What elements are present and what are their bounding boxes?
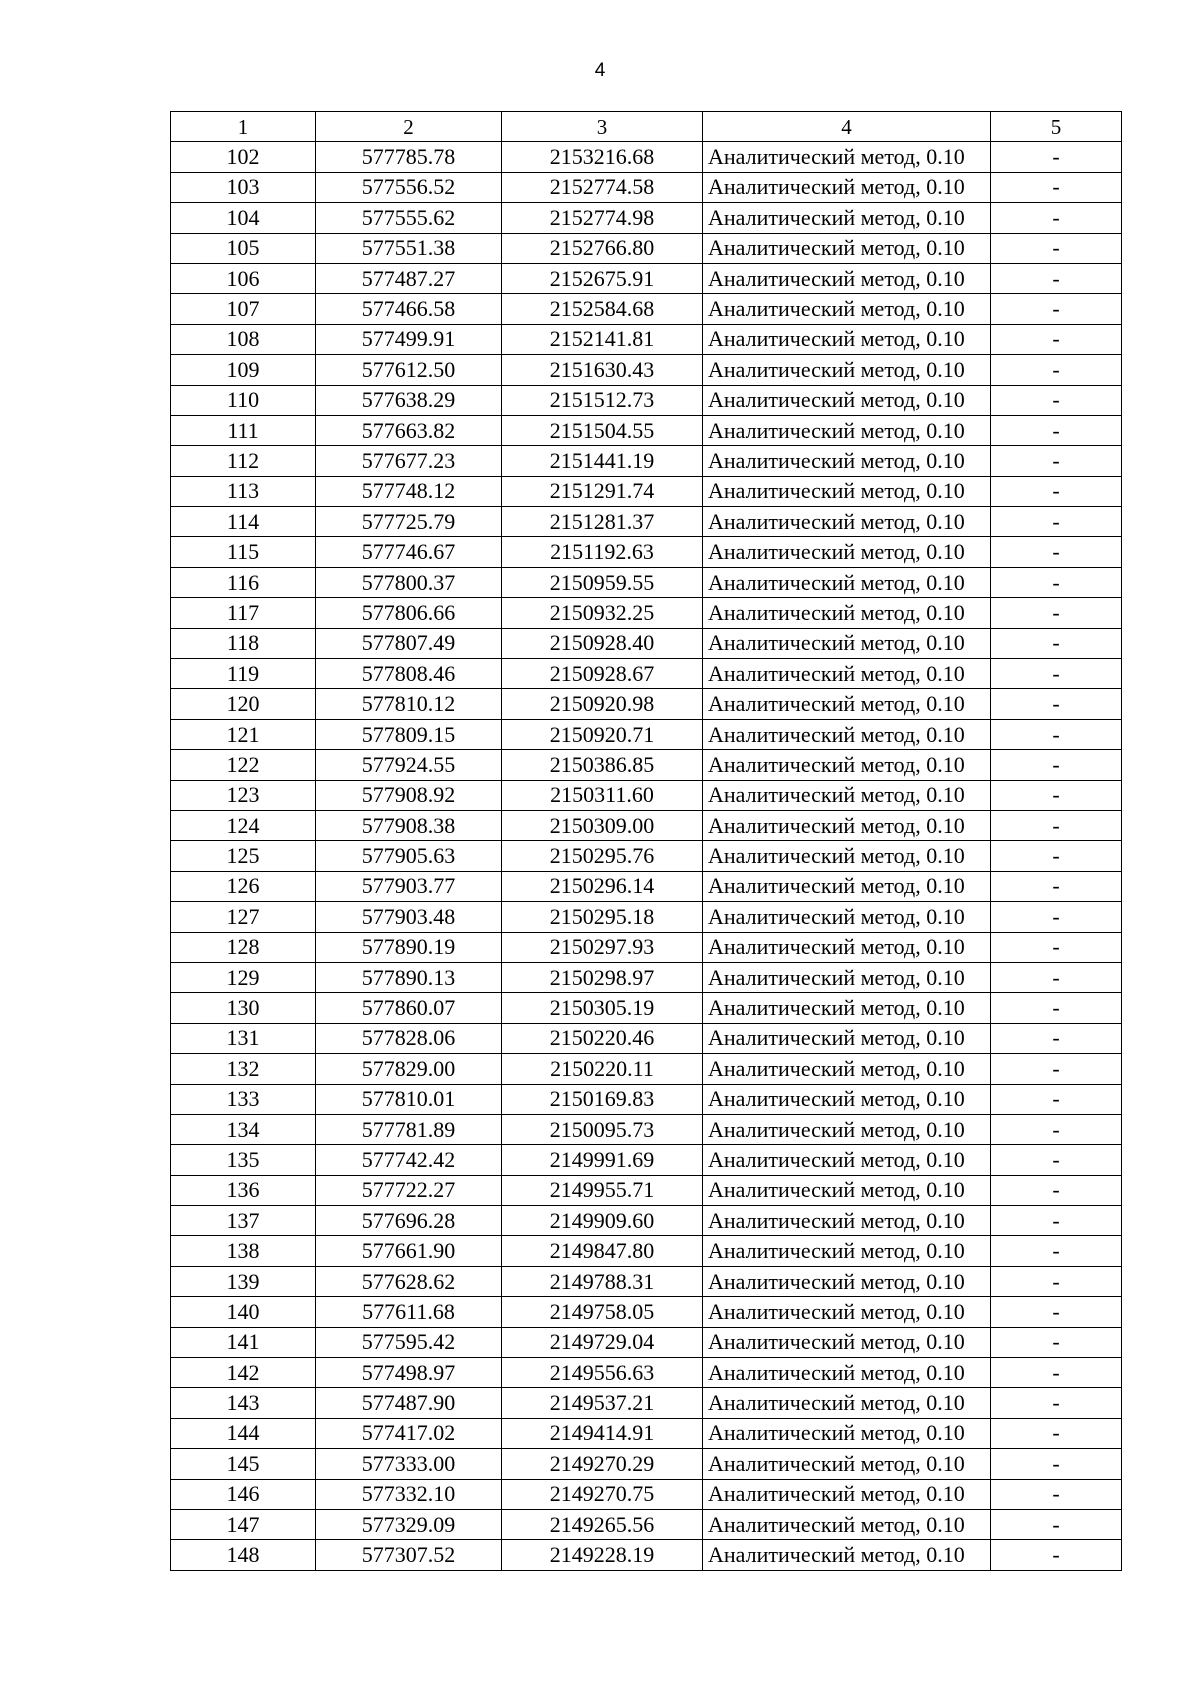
remark-cell: - — [991, 993, 1122, 1023]
point-number-cell: 140 — [171, 1297, 316, 1327]
y-coordinate-cell: 2149729.04 — [502, 1327, 703, 1357]
remark-cell: - — [991, 871, 1122, 901]
x-coordinate-cell: 577696.28 — [316, 1206, 502, 1236]
point-number-cell: 137 — [171, 1206, 316, 1236]
table-row — [171, 1023, 1122, 1053]
x-coordinate-cell: 577860.07 — [316, 993, 502, 1023]
table-row — [171, 628, 1122, 658]
x-coordinate-cell: 577808.46 — [316, 659, 502, 689]
y-coordinate-cell: 2151281.37 — [502, 507, 703, 537]
method-cell: Аналитический метод, 0.10 — [703, 324, 991, 354]
x-coordinate-cell: 577903.48 — [316, 902, 502, 932]
y-coordinate-cell: 2151291.74 — [502, 476, 703, 506]
method-cell: Аналитический метод, 0.10 — [703, 659, 991, 689]
method-cell: Аналитический метод, 0.10 — [703, 142, 991, 172]
table-row — [171, 1327, 1122, 1357]
x-coordinate-cell: 577810.01 — [316, 1084, 502, 1114]
x-coordinate-cell: 577725.79 — [316, 507, 502, 537]
x-coordinate-cell: 577800.37 — [316, 567, 502, 597]
method-cell: Аналитический метод, 0.10 — [703, 1236, 991, 1266]
y-coordinate-cell: 2150298.97 — [502, 962, 703, 992]
y-coordinate-cell: 2153216.68 — [502, 142, 703, 172]
x-coordinate-cell: 577661.90 — [316, 1236, 502, 1266]
method-cell: Аналитический метод, 0.10 — [703, 1388, 991, 1418]
remark-cell: - — [991, 750, 1122, 780]
method-cell: Аналитический метод, 0.10 — [703, 294, 991, 324]
x-coordinate-cell: 577499.91 — [316, 324, 502, 354]
point-number-cell: 145 — [171, 1449, 316, 1479]
x-coordinate-cell: 577908.92 — [316, 780, 502, 810]
method-cell: Аналитический метод, 0.10 — [703, 537, 991, 567]
point-number-cell: 111 — [171, 415, 316, 445]
x-coordinate-cell: 577663.82 — [316, 415, 502, 445]
table-row — [171, 507, 1122, 537]
y-coordinate-cell: 2150311.60 — [502, 780, 703, 810]
column-header-2: 2 — [316, 112, 502, 142]
method-cell: Аналитический метод, 0.10 — [703, 476, 991, 506]
page-number: 4 — [594, 60, 606, 81]
x-coordinate-cell: 577498.97 — [316, 1358, 502, 1388]
table-row — [171, 1084, 1122, 1114]
y-coordinate-cell: 2150295.18 — [502, 902, 703, 932]
x-coordinate-cell: 577890.13 — [316, 962, 502, 992]
point-number-cell: 108 — [171, 324, 316, 354]
table-row — [171, 810, 1122, 840]
remark-cell: - — [991, 1023, 1122, 1053]
column-header-4: 4 — [703, 112, 991, 142]
table-row — [171, 415, 1122, 445]
point-number-cell: 127 — [171, 902, 316, 932]
y-coordinate-cell: 2150220.11 — [502, 1054, 703, 1084]
y-coordinate-cell: 2150309.00 — [502, 810, 703, 840]
point-number-cell: 123 — [171, 780, 316, 810]
method-cell: Аналитический метод, 0.10 — [703, 598, 991, 628]
method-cell: Аналитический метод, 0.10 — [703, 628, 991, 658]
y-coordinate-cell: 2149758.05 — [502, 1297, 703, 1327]
table-row — [171, 598, 1122, 628]
y-coordinate-cell: 2150305.19 — [502, 993, 703, 1023]
point-number-cell: 132 — [171, 1054, 316, 1084]
y-coordinate-cell: 2150928.67 — [502, 659, 703, 689]
point-number-cell: 138 — [171, 1236, 316, 1266]
point-number-cell: 115 — [171, 537, 316, 567]
point-number-cell: 124 — [171, 810, 316, 840]
table-row — [171, 1388, 1122, 1418]
point-number-cell: 130 — [171, 993, 316, 1023]
y-coordinate-cell: 2149228.19 — [502, 1540, 703, 1570]
remark-cell: - — [991, 537, 1122, 567]
table-row — [171, 476, 1122, 506]
table-row — [171, 962, 1122, 992]
column-header-3: 3 — [502, 112, 703, 142]
point-number-cell: 113 — [171, 476, 316, 506]
table-row — [171, 324, 1122, 354]
point-number-cell: 148 — [171, 1540, 316, 1570]
remark-cell: - — [991, 324, 1122, 354]
point-number-cell: 120 — [171, 689, 316, 719]
y-coordinate-cell: 2149265.56 — [502, 1509, 703, 1539]
method-cell: Аналитический метод, 0.10 — [703, 1206, 991, 1236]
x-coordinate-cell: 577742.42 — [316, 1145, 502, 1175]
point-number-cell: 106 — [171, 263, 316, 293]
remark-cell: - — [991, 810, 1122, 840]
remark-cell: - — [991, 1084, 1122, 1114]
table-row — [171, 537, 1122, 567]
y-coordinate-cell: 2150295.76 — [502, 841, 703, 871]
remark-cell: - — [991, 1236, 1122, 1266]
coordinates-table — [170, 111, 1122, 1571]
point-number-cell: 136 — [171, 1175, 316, 1205]
method-cell: Аналитический метод, 0.10 — [703, 1266, 991, 1296]
remark-cell: - — [991, 1540, 1122, 1570]
point-number-cell: 122 — [171, 750, 316, 780]
table-row — [171, 1449, 1122, 1479]
y-coordinate-cell: 2151504.55 — [502, 415, 703, 445]
y-coordinate-cell: 2150928.40 — [502, 628, 703, 658]
remark-cell: - — [991, 172, 1122, 202]
y-coordinate-cell: 2150920.71 — [502, 719, 703, 749]
table-row — [171, 780, 1122, 810]
table-row — [171, 1206, 1122, 1236]
method-cell: Аналитический метод, 0.10 — [703, 993, 991, 1023]
table-row — [171, 233, 1122, 263]
remark-cell: - — [991, 476, 1122, 506]
remark-cell: - — [991, 932, 1122, 962]
x-coordinate-cell: 577329.09 — [316, 1509, 502, 1539]
x-coordinate-cell: 577890.19 — [316, 932, 502, 962]
method-cell: Аналитический метод, 0.10 — [703, 1175, 991, 1205]
point-number-cell: 143 — [171, 1388, 316, 1418]
table-row — [171, 1054, 1122, 1084]
remark-cell: - — [991, 507, 1122, 537]
point-number-cell: 114 — [171, 507, 316, 537]
method-cell: Аналитический метод, 0.10 — [703, 1084, 991, 1114]
table-row — [171, 993, 1122, 1023]
x-coordinate-cell: 577806.66 — [316, 598, 502, 628]
table-row — [171, 567, 1122, 597]
table-row — [171, 750, 1122, 780]
point-number-cell: 128 — [171, 932, 316, 962]
point-number-cell: 109 — [171, 355, 316, 385]
point-number-cell: 110 — [171, 385, 316, 415]
point-number-cell: 121 — [171, 719, 316, 749]
method-cell: Аналитический метод, 0.10 — [703, 355, 991, 385]
remark-cell: - — [991, 1297, 1122, 1327]
remark-cell: - — [991, 1114, 1122, 1144]
method-cell: Аналитический метод, 0.10 — [703, 203, 991, 233]
remark-cell: - — [991, 841, 1122, 871]
method-cell: Аналитический метод, 0.10 — [703, 932, 991, 962]
y-coordinate-cell: 2152774.58 — [502, 172, 703, 202]
y-coordinate-cell: 2150386.85 — [502, 750, 703, 780]
x-coordinate-cell: 577828.06 — [316, 1023, 502, 1053]
method-cell: Аналитический метод, 0.10 — [703, 810, 991, 840]
point-number-cell: 117 — [171, 598, 316, 628]
remark-cell: - — [991, 446, 1122, 476]
method-cell: Аналитический метод, 0.10 — [703, 172, 991, 202]
remark-cell: - — [991, 1449, 1122, 1479]
remark-cell: - — [991, 1418, 1122, 1448]
method-cell: Аналитический метод, 0.10 — [703, 1449, 991, 1479]
method-cell: Аналитический метод, 0.10 — [703, 1479, 991, 1509]
table-row — [171, 355, 1122, 385]
column-header-1: 1 — [171, 112, 316, 142]
x-coordinate-cell: 577611.68 — [316, 1297, 502, 1327]
remark-cell: - — [991, 1479, 1122, 1509]
x-coordinate-cell: 577677.23 — [316, 446, 502, 476]
y-coordinate-cell: 2152774.98 — [502, 203, 703, 233]
method-cell: Аналитический метод, 0.10 — [703, 871, 991, 901]
method-cell: Аналитический метод, 0.10 — [703, 507, 991, 537]
method-cell: Аналитический метод, 0.10 — [703, 750, 991, 780]
x-coordinate-cell: 577807.49 — [316, 628, 502, 658]
method-cell: Аналитический метод, 0.10 — [703, 446, 991, 476]
y-coordinate-cell: 2149556.63 — [502, 1358, 703, 1388]
y-coordinate-cell: 2152141.81 — [502, 324, 703, 354]
method-cell: Аналитический метод, 0.10 — [703, 1114, 991, 1144]
x-coordinate-cell: 577809.15 — [316, 719, 502, 749]
point-number-cell: 119 — [171, 659, 316, 689]
x-coordinate-cell: 577307.52 — [316, 1540, 502, 1570]
y-coordinate-cell: 2150920.98 — [502, 689, 703, 719]
point-number-cell: 141 — [171, 1327, 316, 1357]
y-coordinate-cell: 2149909.60 — [502, 1206, 703, 1236]
x-coordinate-cell: 577556.52 — [316, 172, 502, 202]
x-coordinate-cell: 577595.42 — [316, 1327, 502, 1357]
table-row — [171, 385, 1122, 415]
point-number-cell: 103 — [171, 172, 316, 202]
table-row — [171, 1297, 1122, 1327]
remark-cell: - — [991, 415, 1122, 445]
table-row — [171, 902, 1122, 932]
point-number-cell: 104 — [171, 203, 316, 233]
point-number-cell: 125 — [171, 841, 316, 871]
method-cell: Аналитический метод, 0.10 — [703, 902, 991, 932]
remark-cell: - — [991, 719, 1122, 749]
remark-cell: - — [991, 689, 1122, 719]
remark-cell: - — [991, 1266, 1122, 1296]
method-cell: Аналитический метод, 0.10 — [703, 1297, 991, 1327]
y-coordinate-cell: 2151192.63 — [502, 537, 703, 567]
method-cell: Аналитический метод, 0.10 — [703, 719, 991, 749]
point-number-cell: 107 — [171, 294, 316, 324]
table-row — [171, 446, 1122, 476]
method-cell: Аналитический метод, 0.10 — [703, 1418, 991, 1448]
remark-cell: - — [991, 659, 1122, 689]
y-coordinate-cell: 2149270.75 — [502, 1479, 703, 1509]
remark-cell: - — [991, 233, 1122, 263]
point-number-cell: 131 — [171, 1023, 316, 1053]
remark-cell: - — [991, 1054, 1122, 1084]
remark-cell: - — [991, 1358, 1122, 1388]
table-header-row — [171, 112, 1122, 142]
point-number-cell: 146 — [171, 1479, 316, 1509]
x-coordinate-cell: 577487.90 — [316, 1388, 502, 1418]
table-row — [171, 1236, 1122, 1266]
y-coordinate-cell: 2150095.73 — [502, 1114, 703, 1144]
x-coordinate-cell: 577924.55 — [316, 750, 502, 780]
table-row — [171, 719, 1122, 749]
method-cell: Аналитический метод, 0.10 — [703, 1023, 991, 1053]
remark-cell: - — [991, 142, 1122, 172]
point-number-cell: 133 — [171, 1084, 316, 1114]
y-coordinate-cell: 2149955.71 — [502, 1175, 703, 1205]
y-coordinate-cell: 2149414.91 — [502, 1418, 703, 1448]
table-row — [171, 1114, 1122, 1144]
x-coordinate-cell: 577810.12 — [316, 689, 502, 719]
remark-cell: - — [991, 263, 1122, 293]
method-cell: Аналитический метод, 0.10 — [703, 1327, 991, 1357]
table-row — [171, 932, 1122, 962]
x-coordinate-cell: 577333.00 — [316, 1449, 502, 1479]
point-number-cell: 139 — [171, 1266, 316, 1296]
x-coordinate-cell: 577612.50 — [316, 355, 502, 385]
method-cell: Аналитический метод, 0.10 — [703, 415, 991, 445]
point-number-cell: 126 — [171, 871, 316, 901]
y-coordinate-cell: 2152766.80 — [502, 233, 703, 263]
method-cell: Аналитический метод, 0.10 — [703, 780, 991, 810]
table-row — [171, 1479, 1122, 1509]
remark-cell: - — [991, 203, 1122, 233]
table-row — [171, 1266, 1122, 1296]
remark-cell: - — [991, 294, 1122, 324]
x-coordinate-cell: 577638.29 — [316, 385, 502, 415]
y-coordinate-cell: 2151630.43 — [502, 355, 703, 385]
y-coordinate-cell: 2150296.14 — [502, 871, 703, 901]
x-coordinate-cell: 577332.10 — [316, 1479, 502, 1509]
method-cell: Аналитический метод, 0.10 — [703, 567, 991, 597]
table-row — [171, 203, 1122, 233]
remark-cell: - — [991, 385, 1122, 415]
table-row — [171, 1358, 1122, 1388]
method-cell: Аналитический метод, 0.10 — [703, 385, 991, 415]
x-coordinate-cell: 577487.27 — [316, 263, 502, 293]
table-row — [171, 1145, 1122, 1175]
x-coordinate-cell: 577781.89 — [316, 1114, 502, 1144]
remark-cell: - — [991, 902, 1122, 932]
remark-cell: - — [991, 962, 1122, 992]
table-row — [171, 1175, 1122, 1205]
x-coordinate-cell: 577908.38 — [316, 810, 502, 840]
point-number-cell: 112 — [171, 446, 316, 476]
y-coordinate-cell: 2150932.25 — [502, 598, 703, 628]
table-row — [171, 1540, 1122, 1570]
table-row — [171, 263, 1122, 293]
x-coordinate-cell: 577417.02 — [316, 1418, 502, 1448]
point-number-cell: 116 — [171, 567, 316, 597]
remark-cell: - — [991, 598, 1122, 628]
x-coordinate-cell: 577628.62 — [316, 1266, 502, 1296]
point-number-cell: 135 — [171, 1145, 316, 1175]
table-row — [171, 172, 1122, 202]
table-row — [171, 142, 1122, 172]
x-coordinate-cell: 577551.38 — [316, 233, 502, 263]
method-cell: Аналитический метод, 0.10 — [703, 1509, 991, 1539]
x-coordinate-cell: 577903.77 — [316, 871, 502, 901]
x-coordinate-cell: 577746.67 — [316, 537, 502, 567]
method-cell: Аналитический метод, 0.10 — [703, 1145, 991, 1175]
remark-cell: - — [991, 1206, 1122, 1236]
method-cell: Аналитический метод, 0.10 — [703, 841, 991, 871]
remark-cell: - — [991, 355, 1122, 385]
point-number-cell: 129 — [171, 962, 316, 992]
table-row — [171, 871, 1122, 901]
remark-cell: - — [991, 1327, 1122, 1357]
y-coordinate-cell: 2150297.93 — [502, 932, 703, 962]
method-cell: Аналитический метод, 0.10 — [703, 1358, 991, 1388]
remark-cell: - — [991, 1509, 1122, 1539]
y-coordinate-cell: 2149537.21 — [502, 1388, 703, 1418]
remark-cell: - — [991, 1145, 1122, 1175]
table-row — [171, 659, 1122, 689]
y-coordinate-cell: 2151512.73 — [502, 385, 703, 415]
table-row — [171, 689, 1122, 719]
y-coordinate-cell: 2149788.31 — [502, 1266, 703, 1296]
point-number-cell: 118 — [171, 628, 316, 658]
x-coordinate-cell: 577905.63 — [316, 841, 502, 871]
y-coordinate-cell: 2149270.29 — [502, 1449, 703, 1479]
method-cell: Аналитический метод, 0.10 — [703, 1054, 991, 1084]
table-row — [171, 1509, 1122, 1539]
y-coordinate-cell: 2150220.46 — [502, 1023, 703, 1053]
x-coordinate-cell: 577785.78 — [316, 142, 502, 172]
table-row — [171, 1418, 1122, 1448]
point-number-cell: 102 — [171, 142, 316, 172]
y-coordinate-cell: 2152584.68 — [502, 294, 703, 324]
remark-cell: - — [991, 567, 1122, 597]
point-number-cell: 134 — [171, 1114, 316, 1144]
point-number-cell: 142 — [171, 1358, 316, 1388]
x-coordinate-cell: 577466.58 — [316, 294, 502, 324]
method-cell: Аналитический метод, 0.10 — [703, 233, 991, 263]
table-row — [171, 294, 1122, 324]
remark-cell: - — [991, 628, 1122, 658]
column-header-5: 5 — [991, 112, 1122, 142]
x-coordinate-cell: 577829.00 — [316, 1054, 502, 1084]
point-number-cell: 147 — [171, 1509, 316, 1539]
remark-cell: - — [991, 1175, 1122, 1205]
x-coordinate-cell: 577555.62 — [316, 203, 502, 233]
point-number-cell: 144 — [171, 1418, 316, 1448]
table-body — [171, 142, 1122, 1570]
y-coordinate-cell: 2150169.83 — [502, 1084, 703, 1114]
method-cell: Аналитический метод, 0.10 — [703, 263, 991, 293]
method-cell: Аналитический метод, 0.10 — [703, 1540, 991, 1570]
remark-cell: - — [991, 780, 1122, 810]
table-row — [171, 841, 1122, 871]
y-coordinate-cell: 2149847.80 — [502, 1236, 703, 1266]
x-coordinate-cell: 577748.12 — [316, 476, 502, 506]
y-coordinate-cell: 2149991.69 — [502, 1145, 703, 1175]
method-cell: Аналитический метод, 0.10 — [703, 962, 991, 992]
x-coordinate-cell: 577722.27 — [316, 1175, 502, 1205]
remark-cell: - — [991, 1388, 1122, 1418]
method-cell: Аналитический метод, 0.10 — [703, 689, 991, 719]
y-coordinate-cell: 2152675.91 — [502, 263, 703, 293]
y-coordinate-cell: 2150959.55 — [502, 567, 703, 597]
y-coordinate-cell: 2151441.19 — [502, 446, 703, 476]
point-number-cell: 105 — [171, 233, 316, 263]
